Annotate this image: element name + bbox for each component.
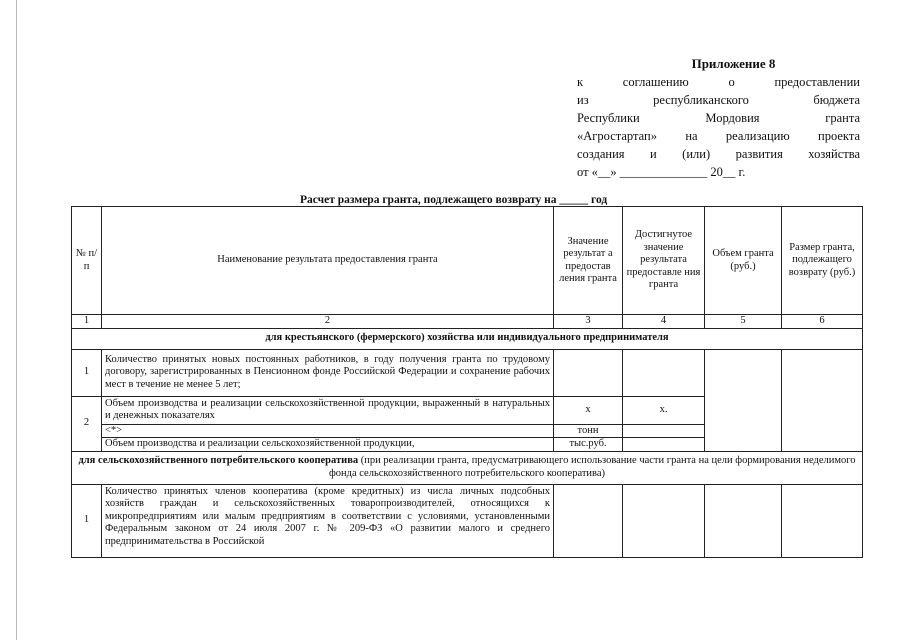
row-num: 2 xyxy=(72,396,102,451)
header-achieved: Достигнутое значение результата предоставле ния гранта xyxy=(623,207,705,315)
row-achieved xyxy=(623,349,705,396)
row-value xyxy=(554,349,623,396)
col-number: 3 xyxy=(554,315,623,329)
section-coop-rest: (при реализации гранта, предусматривающего использование части гранта на цели формирования неделимого фонда сельскохозяйственного потребительского кооператива) xyxy=(328,455,856,479)
header-name: Наименование результата предоставления гранта xyxy=(102,207,554,315)
row-name: Количество принятых членов кооператива (кроме кредитных) из числа личных подсобных хозяйств граждан и сельскохозяйственных товаропроизводителей, относящихся к микропредприятиям или малым предприятиям в соответствии с условиями, установленными Федеральным законом от 24 июля 2007 г. № 209-ФЗ «О развитии малого и среднего предпринимательства в Российской xyxy=(102,484,554,557)
row-name: Объем производства и реализации сельскохозяйственной продукции, выраженный в натуральных и денежных показателях xyxy=(102,396,554,424)
column-number-row xyxy=(72,315,863,329)
header-num: № п/п xyxy=(72,207,102,315)
row-value: х xyxy=(554,396,623,424)
section-title-coop xyxy=(72,451,863,484)
section-row xyxy=(72,451,863,484)
section-row xyxy=(72,328,863,349)
appendix-line: из республиканского бюджета xyxy=(577,93,860,107)
row-achieved xyxy=(623,438,705,452)
appendix-line: Республики Мордовия гранта xyxy=(577,111,860,125)
page-edge-line xyxy=(16,0,17,640)
section-coop-bold: для сельскохозяйственного потребительского кооператива xyxy=(78,455,359,466)
grant-refund-table xyxy=(71,206,863,558)
row-refund xyxy=(782,349,863,451)
row-volume xyxy=(705,349,782,451)
col-number: 1 xyxy=(72,315,102,329)
appendix-text xyxy=(577,73,860,181)
row-achieved: х. xyxy=(623,396,705,424)
row-num: 1 xyxy=(72,484,102,557)
row-value: тонн xyxy=(554,424,623,438)
table-title: Расчет размера гранта, подлежащего возврату на _____ год xyxy=(300,194,608,206)
row-num: 1 xyxy=(72,349,102,396)
header-volume: Объем гранта (руб.) xyxy=(705,207,782,315)
appendix-title: Приложение 8 xyxy=(691,56,776,71)
table-row xyxy=(72,349,863,396)
section-title-farm: для крестьянского (фермерского) хозяйства или индивидуального предпринимателя xyxy=(72,328,863,349)
appendix-line: «Агростартап» на реализацию проекта xyxy=(577,129,860,143)
col-number: 2 xyxy=(102,315,554,329)
appendix-line: к соглашению о предоставлении xyxy=(577,75,860,89)
appendix-line: от «__» ______________ 20__ г. xyxy=(577,165,746,179)
header-refund: Размер гранта, подлежащего возврату (руб.) xyxy=(782,207,863,315)
col-number: 6 xyxy=(782,315,863,329)
table-header-row xyxy=(72,207,863,315)
col-number: 5 xyxy=(705,315,782,329)
appendix-line: создания и (или) развития хозяйства xyxy=(577,147,860,161)
row-refund xyxy=(782,484,863,557)
header-value: Значение результат а предостав ления гранта xyxy=(554,207,623,315)
row-name: Количество принятых новых постоянных работников, в году получения гранта по трудовому договору, зарегистрированных в Пенсионном фонде Российской Федерации и сохранение рабочих мест в течение не менее 5 лет; xyxy=(102,349,554,396)
row-value xyxy=(554,484,623,557)
row-volume xyxy=(705,484,782,557)
row-achieved xyxy=(623,484,705,557)
col-number: 4 xyxy=(623,315,705,329)
table-row xyxy=(72,484,863,557)
row-achieved xyxy=(623,424,705,438)
row-value: тыс.руб. xyxy=(554,438,623,452)
appendix-block xyxy=(577,55,860,181)
row-name: <*> xyxy=(102,424,554,438)
row-name: Объем производства и реализации сельскохозяйственной продукции, xyxy=(102,438,554,452)
